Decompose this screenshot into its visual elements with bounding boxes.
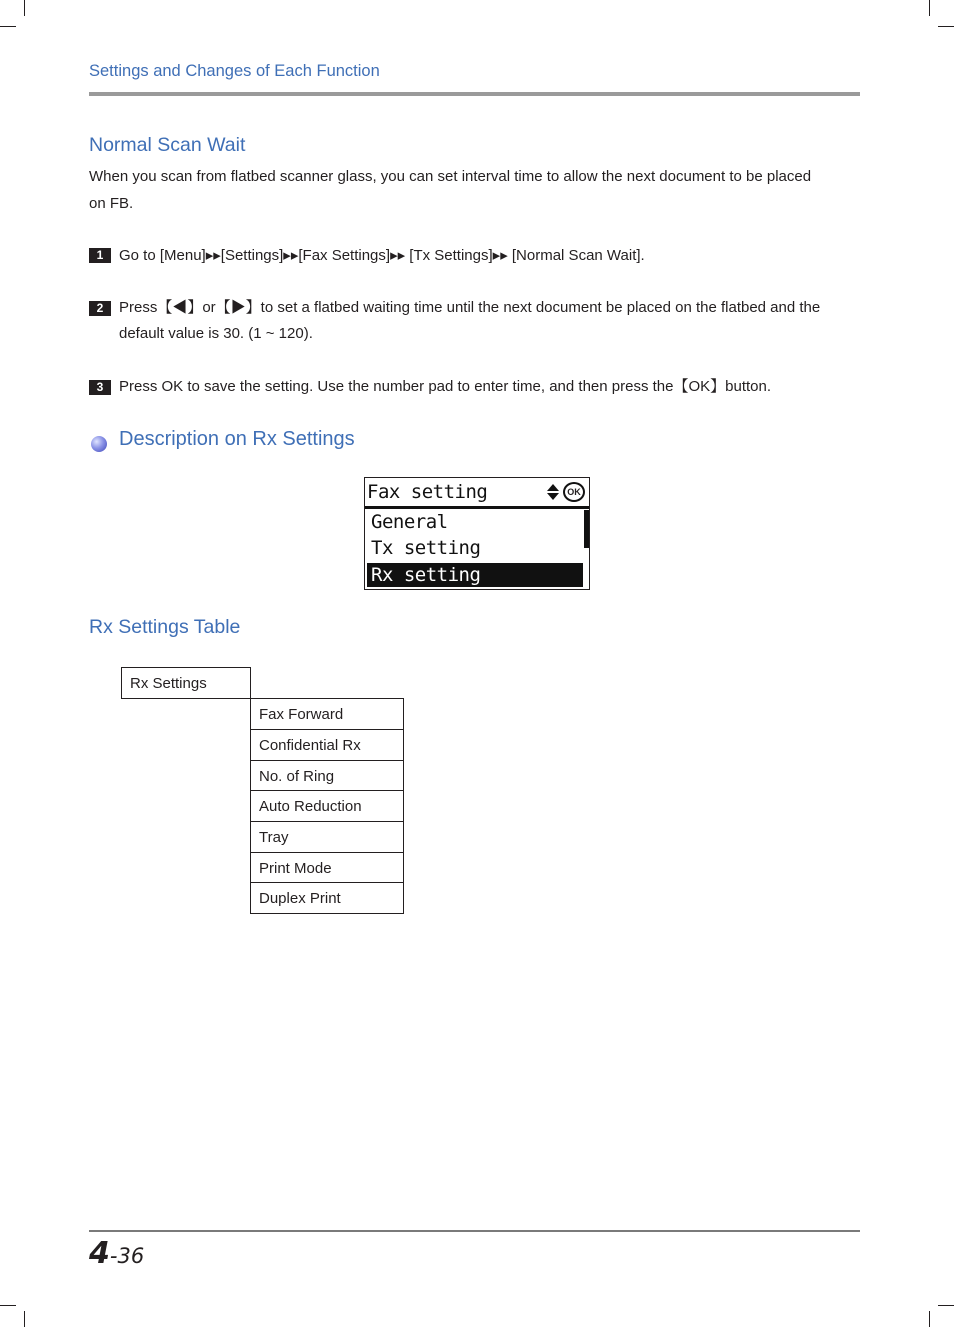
step-2-text-line-1: Press【◀】or【▶】to set a flatbed waiting time until the next document be placed on the flatbed and the	[119, 299, 821, 316]
description-line-1: When you scan from flatbed scanner glass, you can set interval time to allow the next document to be placed	[89, 168, 812, 185]
step-3-text: Press OK to save the setting. Use the number pad to enter time, and then press the【OK】button.	[119, 378, 772, 395]
table-cell: Fax Forward	[250, 698, 404, 730]
footer-rule	[89, 1230, 860, 1232]
ok-icon: OK	[563, 482, 585, 502]
page-number	[89, 1236, 144, 1271]
step-number-3: 3	[89, 380, 111, 395]
crop-mark	[0, 26, 16, 27]
section-title-rx-settings-table: Rx Settings Table	[89, 616, 241, 638]
crop-mark	[24, 0, 25, 16]
running-header: Settings and Changes of Each Function	[89, 62, 380, 80]
step-2-text-line-2: default value is 30. (1 ~ 120).	[119, 325, 313, 342]
crop-mark	[0, 1305, 16, 1306]
chapter-number: 4	[89, 1236, 110, 1271]
lcd-title: Fax setting	[367, 481, 488, 503]
crop-mark	[938, 26, 954, 27]
section-title-rx-description: Description on Rx Settings	[119, 428, 355, 450]
step-number-2: 2	[89, 301, 111, 316]
lcd-menu-item-tx-setting[interactable]: Tx setting	[371, 537, 481, 559]
bullet-icon	[91, 436, 107, 452]
page-suffix: -36	[109, 1244, 145, 1268]
crop-mark	[24, 1311, 25, 1327]
crop-mark	[929, 1311, 930, 1327]
table-cell: No. of Ring	[250, 760, 404, 792]
step-number-1: 1	[89, 248, 111, 263]
section-title-normal-scan-wait: Normal Scan Wait	[89, 134, 246, 156]
table-cell: Confidential Rx	[250, 729, 404, 761]
crop-mark	[938, 1305, 954, 1306]
table-cell: Duplex Print	[250, 882, 404, 914]
header-rule	[89, 92, 860, 96]
table-cell: Print Mode	[250, 852, 404, 884]
lcd-menu-item-rx-setting[interactable]: Rx setting	[367, 563, 583, 587]
lcd-separator	[365, 506, 589, 509]
table-cell: Auto Reduction	[250, 790, 404, 822]
table-cell: Tray	[250, 821, 404, 853]
description-line-2: on FB.	[89, 195, 134, 212]
lcd-menu-item-general[interactable]: General	[371, 511, 448, 533]
up-down-arrows-icon	[546, 483, 560, 501]
step-1-text: Go to [Menu]▸▸[Settings]▸▸[Fax Settings]▸▸ [Tx Settings]▸▸ [Normal Scan Wait].	[119, 247, 645, 264]
lcd-scrollbar	[584, 510, 589, 548]
table-cell-parent: Rx Settings	[121, 667, 251, 699]
lcd-display	[364, 477, 590, 590]
crop-mark	[929, 0, 930, 16]
